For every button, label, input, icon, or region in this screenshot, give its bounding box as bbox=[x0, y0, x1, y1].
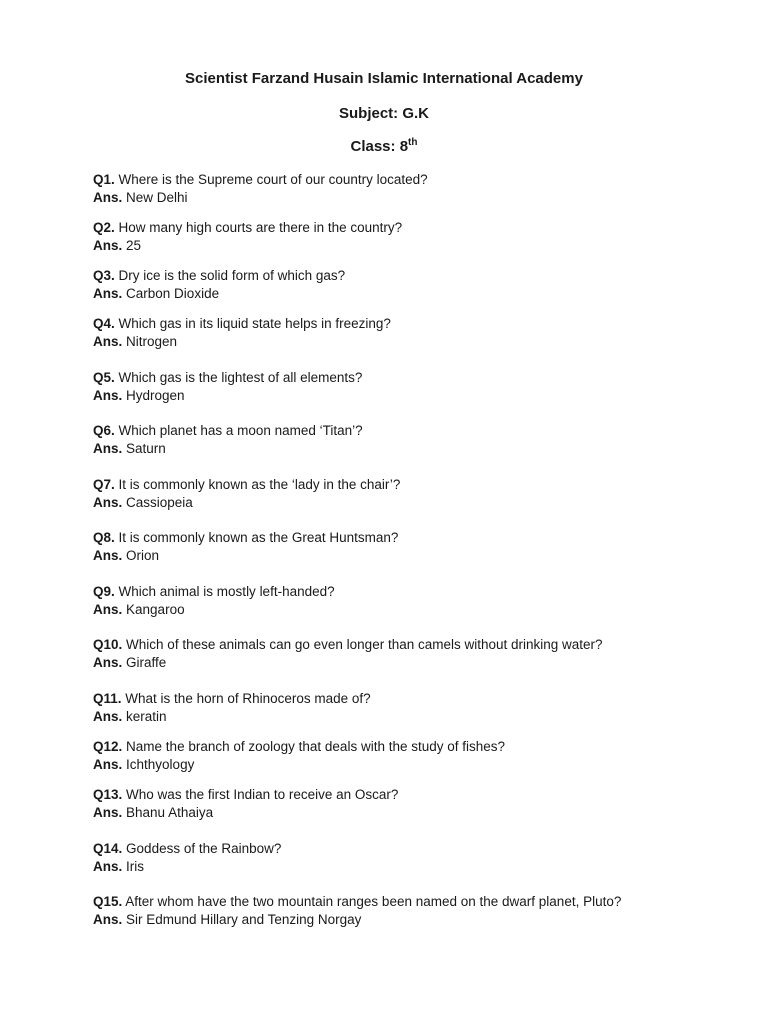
answer-label: Ans. bbox=[93, 912, 123, 927]
question-label: Q3. bbox=[93, 268, 115, 283]
question-label: Q12. bbox=[93, 739, 123, 754]
qa-item-2 bbox=[93, 219, 733, 255]
question-label: Q8. bbox=[93, 530, 115, 545]
question-text: Which of these animals can go even longer than camels without drinking water? bbox=[126, 637, 603, 652]
qa-item-4 bbox=[93, 315, 733, 351]
qa-item-7 bbox=[93, 476, 733, 512]
qa-item-12 bbox=[93, 738, 733, 774]
qa-item-13 bbox=[93, 786, 733, 822]
question bbox=[93, 315, 733, 333]
question-label: Q9. bbox=[93, 584, 115, 599]
question-text: What is the horn of Rhinoceros made of? bbox=[125, 691, 371, 706]
question bbox=[93, 636, 733, 654]
qa-item-3 bbox=[93, 267, 733, 303]
answer-text: Carbon Dioxide bbox=[126, 286, 220, 301]
question-label: Q13. bbox=[93, 787, 123, 802]
question-text: Which gas in its liquid state helps in freezing? bbox=[118, 316, 391, 331]
answer bbox=[93, 440, 733, 458]
qa-item-1 bbox=[93, 171, 733, 207]
question bbox=[93, 583, 733, 601]
answer bbox=[93, 858, 733, 876]
question-label: Q6. bbox=[93, 423, 115, 438]
question-label: Q14. bbox=[93, 841, 123, 856]
answer-text: Giraffe bbox=[126, 655, 167, 670]
question-text: It is commonly known as the ‘lady in the chair’? bbox=[118, 477, 401, 492]
answer-text: Iris bbox=[126, 859, 145, 874]
answer-label: Ans. bbox=[93, 441, 123, 456]
answer bbox=[93, 708, 733, 726]
answer-label: Ans. bbox=[93, 602, 123, 617]
answer-label: Ans. bbox=[93, 655, 123, 670]
question bbox=[93, 267, 733, 285]
answer bbox=[93, 654, 733, 672]
question-text: Where is the Supreme court of our country located? bbox=[118, 172, 428, 187]
qa-item-14 bbox=[93, 840, 733, 876]
question-text: Who was the first Indian to receive an Oscar? bbox=[126, 787, 399, 802]
answer-text: keratin bbox=[126, 709, 167, 724]
qa-item-8 bbox=[93, 529, 733, 565]
question-text: It is commonly known as the Great Huntsman? bbox=[118, 530, 399, 545]
question-text: Name the branch of zoology that deals with the study of fishes? bbox=[126, 739, 506, 754]
qa-item-11 bbox=[93, 690, 733, 726]
question bbox=[93, 369, 733, 387]
answer bbox=[93, 237, 733, 255]
question bbox=[93, 738, 733, 756]
question-label: Q4. bbox=[93, 316, 115, 331]
question bbox=[93, 786, 733, 804]
answer bbox=[93, 601, 733, 619]
answer-text: Nitrogen bbox=[126, 334, 178, 349]
answer-label: Ans. bbox=[93, 238, 123, 253]
answer-label: Ans. bbox=[93, 190, 123, 205]
question bbox=[93, 529, 733, 547]
question-text: After whom have the two mountain ranges been named on the dwarf planet, Pluto? bbox=[125, 894, 622, 909]
answer-label: Ans. bbox=[93, 286, 123, 301]
question-text: Dry ice is the solid form of which gas? bbox=[118, 268, 346, 283]
answer-text: Hydrogen bbox=[126, 388, 185, 403]
question-text: Goddess of the Rainbow? bbox=[126, 841, 282, 856]
question-label: Q10. bbox=[93, 637, 123, 652]
question-label: Q1. bbox=[93, 172, 115, 187]
answer bbox=[93, 804, 733, 822]
answer-text: New Delhi bbox=[126, 190, 188, 205]
question bbox=[93, 171, 733, 189]
qa-item-10 bbox=[93, 636, 733, 672]
qa-item-15 bbox=[93, 893, 733, 929]
answer bbox=[93, 547, 733, 565]
question-label: Q11. bbox=[93, 691, 122, 706]
answer bbox=[93, 494, 733, 512]
question-label: Q5. bbox=[93, 370, 115, 385]
question bbox=[93, 476, 733, 494]
question bbox=[93, 219, 733, 237]
answer bbox=[93, 285, 733, 303]
question-label: Q15. bbox=[93, 894, 123, 909]
answer-text: Kangaroo bbox=[126, 602, 185, 617]
answer-label: Ans. bbox=[93, 548, 123, 563]
class-label: Class: 8 bbox=[350, 138, 409, 155]
answer bbox=[93, 333, 733, 351]
question-label: Q2. bbox=[93, 220, 115, 235]
answer-text: 25 bbox=[126, 238, 142, 253]
answer-label: Ans. bbox=[93, 859, 123, 874]
answer-label: Ans. bbox=[93, 495, 123, 510]
question bbox=[93, 690, 733, 708]
qa-item-9 bbox=[93, 583, 733, 619]
question bbox=[93, 840, 733, 858]
answer-text: Orion bbox=[126, 548, 160, 563]
question bbox=[93, 893, 733, 911]
answer bbox=[93, 756, 733, 774]
question-text: How many high courts are there in the country? bbox=[118, 220, 403, 235]
answer-text: Cassiopeia bbox=[126, 495, 193, 510]
answer-text: Saturn bbox=[126, 441, 166, 456]
class-heading bbox=[0, 138, 768, 156]
school-title: Scientist Farzand Husain Islamic International Academy bbox=[185, 70, 583, 87]
question-text: Which planet has a moon named ‘Titan’? bbox=[118, 423, 363, 438]
answer-label: Ans. bbox=[93, 805, 123, 820]
answer-text: Bhanu Athaiya bbox=[126, 805, 214, 820]
answer bbox=[93, 911, 733, 929]
question-text: Which animal is mostly left-handed? bbox=[118, 584, 335, 599]
subject-heading: Subject: G.K bbox=[338, 105, 429, 122]
answer-label: Ans. bbox=[93, 709, 123, 724]
question-text: Which gas is the lightest of all elements? bbox=[118, 370, 363, 385]
answer-label: Ans. bbox=[93, 334, 123, 349]
answer-text: Ichthyology bbox=[126, 757, 195, 772]
answer-text: Sir Edmund Hillary and Tenzing Norgay bbox=[126, 912, 362, 927]
answer bbox=[93, 189, 733, 207]
qa-item-5 bbox=[93, 369, 733, 405]
answer bbox=[93, 387, 733, 405]
qa-item-6 bbox=[93, 422, 733, 458]
question bbox=[93, 422, 733, 440]
answer-label: Ans. bbox=[93, 757, 123, 772]
class-suffix: th bbox=[408, 137, 418, 148]
question-label: Q7. bbox=[93, 477, 115, 492]
answer-label: Ans. bbox=[93, 388, 123, 403]
